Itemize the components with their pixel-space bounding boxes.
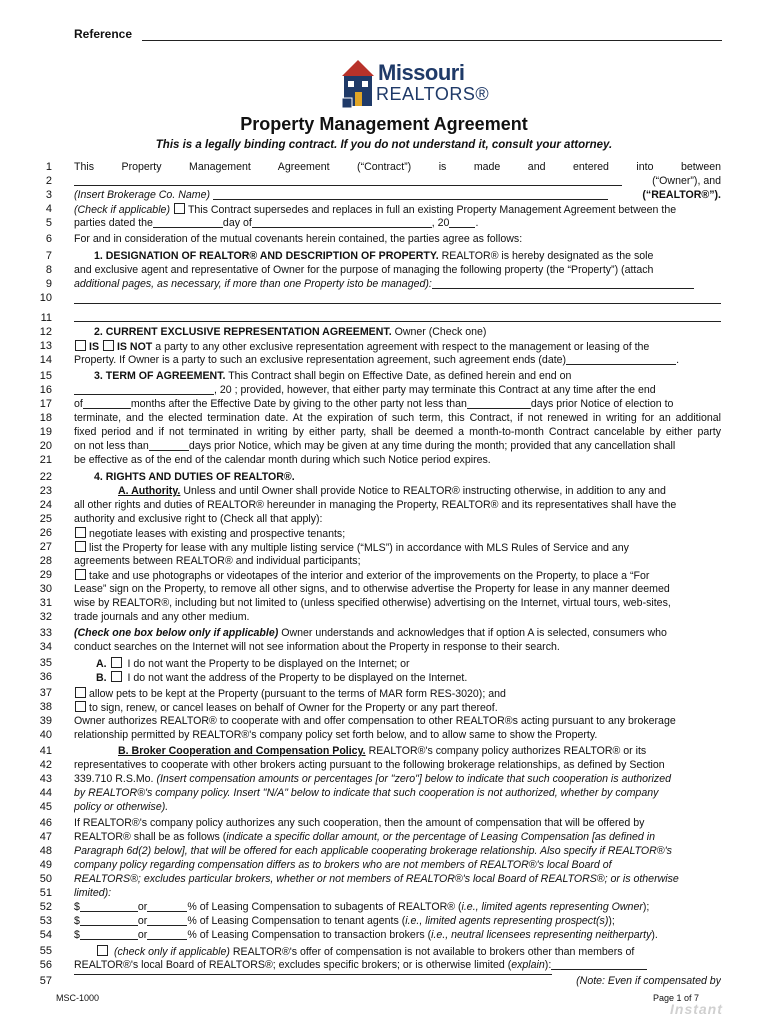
line-number: 53	[39, 915, 52, 927]
negotiate-leases-checkbox[interactable]	[75, 527, 86, 538]
line-number: 41	[39, 745, 52, 757]
reference-label: Reference	[74, 27, 133, 41]
line-42: representatives to cooperate with other brokers acting pursuant to the following brokerage relationships, as defined by Section	[74, 759, 665, 771]
line-number: 1	[45, 161, 52, 173]
line-46: If REALTOR®'s company policy authorizes any such cooperation, then the amount of compensation that will be offered by	[74, 817, 645, 829]
line-number: 49	[39, 859, 52, 871]
line-number: 40	[39, 729, 52, 741]
line-number: 10	[39, 292, 52, 304]
line-number: 57	[39, 975, 52, 987]
line-41: B. Broker Cooperation and Compensation Policy. REALTOR®'s company policy authorizes REALTOR® or its	[118, 745, 647, 757]
line-54: $ or % of Leasing Compensation to transaction brokers (i.e., neutral licensees representing neitherparty).	[74, 929, 658, 941]
line-number: 35	[39, 657, 52, 669]
line-14: Property. If Owner is a party to such an exclusive representation agreement, such agreement ends (date) .	[74, 354, 680, 366]
line-16: , 20 ; provided, however, that either party may terminate this Contract at any time after the end	[74, 384, 721, 396]
line-number: 51	[39, 887, 52, 899]
line-number: 38	[39, 701, 52, 713]
line-29: take and use photographs or videotapes of the interior and exterior of the improvements on the Property, to place a “For	[74, 569, 721, 582]
cancel-notice-days-field[interactable]	[149, 440, 189, 451]
line-number: 46	[39, 817, 52, 829]
line-33: (Check one box below only if applicable) Owner understands and acknowledges that if option A is selected, consumers who	[74, 627, 667, 639]
line-57-field[interactable]	[74, 974, 552, 975]
line-45: policy or otherwise).	[74, 801, 169, 813]
line-26: negotiate leases with existing and prospective tenants;	[74, 527, 721, 540]
notice-days-field[interactable]	[467, 398, 531, 409]
subagent-percent-field[interactable]	[147, 901, 187, 912]
line-number: 12	[39, 326, 52, 338]
dated-day-field[interactable]	[153, 217, 223, 228]
line-36: B. I do not want the address of the Property to be displayed on the Internet.	[96, 672, 468, 684]
line-56: REALTOR®'s local Board of REALTORS®; excludes specific brokers; or is otherwise limited (explain):	[74, 959, 721, 971]
logo-realtors: REALTORS®	[376, 84, 490, 104]
line-number: 15	[39, 370, 52, 382]
line-number: 56	[39, 959, 52, 971]
line-49: company policy regarding compensation differs as to brokers who are not members of REALTOR®'s local Board of	[74, 859, 612, 871]
line-24: all other rights and duties of REALTOR® hereunder in managing the Property, REALTOR® and its representatives shall have the	[74, 499, 677, 511]
line-52: $ or % of Leasing Compensation to subagents of REALTOR® (i.e., limited agents representing Owner);	[74, 901, 650, 913]
option-a-checkbox[interactable]	[111, 657, 122, 668]
offer-limited-checkbox[interactable]	[97, 945, 108, 956]
line-number: 45	[39, 801, 52, 813]
line-number: 4	[45, 203, 52, 215]
agreement-end-date-field[interactable]	[566, 354, 676, 365]
line-12: 2. CURRENT EXCLUSIVE REPRESENTATION AGREEMENT. Owner (Check one)	[94, 326, 487, 338]
reference-field[interactable]	[142, 40, 722, 41]
property-line-11[interactable]	[74, 321, 721, 322]
line-number: 28	[39, 555, 52, 567]
line-number: 8	[45, 264, 52, 276]
line-number: 29	[39, 569, 52, 581]
line-number: 19	[39, 426, 52, 438]
option-b-checkbox[interactable]	[111, 671, 122, 682]
line-31: wise by REALTOR®, including but not limited to (unless specified otherwise) advertising on the Internet, virtual tours, web-sites,	[74, 597, 671, 609]
list-mls-checkbox[interactable]	[75, 541, 86, 552]
watermark-logo: Instant	[670, 1001, 723, 1017]
line-number: 11	[40, 312, 52, 324]
line-number: 55	[39, 945, 52, 957]
months-field[interactable]	[83, 398, 131, 409]
line-number: 14	[39, 354, 52, 366]
owner-name-field[interactable]	[74, 175, 622, 186]
photographs-checkbox[interactable]	[75, 569, 86, 580]
line-number: 42	[39, 759, 52, 771]
tenant-agent-percent-field[interactable]	[147, 915, 187, 926]
line-number: 36	[39, 671, 52, 683]
line-1: This Property Management Agreement (“Contract”) is made and entered into between	[74, 161, 721, 173]
dated-year-field[interactable]	[449, 217, 475, 228]
line-number: 2	[45, 175, 52, 187]
line-number: 39	[39, 715, 52, 727]
missouri-realtors-logo	[338, 54, 498, 112]
page-subtitle: This is a legally binding contract. If you do not understand it, consult your attorney.	[155, 139, 613, 151]
line-number: 9	[45, 278, 52, 290]
line-38: to sign, renew, or cancel leases on behalf of Owner for the Property or any part thereof.	[74, 701, 721, 714]
line-18: terminate, and the elected termination date. At the expiration of such term, this Contract, if not renewed in writing for an additional	[74, 412, 721, 424]
line-number: 7	[45, 250, 52, 262]
line-39: Owner authorizes REALTOR® to cooperate with and offer compensation to other REALTOR®s acting pursuant to any brokerage	[74, 715, 676, 727]
line-23: A. Authority. Unless and until Owner shall provide Notice to REALTOR® instructing otherwise, in addition to any and	[118, 485, 666, 497]
line-22: 4. RIGHTS AND DUTIES OF REALTOR®.	[94, 471, 295, 483]
line-37: allow pets to be kept at the Property (pursuant to the terms of MAR form RES-3020); and	[74, 687, 721, 700]
line-30: Lease” sign on the Property, to remove all other signs, and to otherwise advertise the Property for lease in any manner deemed	[74, 583, 670, 595]
line-number: 16	[39, 384, 52, 396]
line-35: A. I do not want the Property to be displayed on the Internet; or	[96, 658, 410, 670]
line-number: 48	[39, 845, 52, 857]
line-50: REALTORS®; excludes particular brokers, whether or not members of REALTOR®'s local Board of REALTORS®; or is otherwise	[74, 873, 679, 885]
brokerage-name-field[interactable]	[213, 189, 608, 200]
line-6: For and in consideration of the mutual covenants herein contained, the parties agree as follows:	[74, 233, 523, 245]
sign-leases-checkbox[interactable]	[75, 701, 86, 712]
line-55: (check only if applicable) REALTOR®'s offer of compensation is not available to brokers other than members of	[74, 945, 721, 958]
line-21: be effective as of the end of the calendar month during which such Notice period expires.	[74, 454, 491, 466]
line-number: 25	[39, 513, 52, 525]
line-51: limited):	[74, 887, 112, 899]
line-number: 37	[39, 687, 52, 699]
page-title: Property Management Agreement	[240, 114, 528, 134]
property-description-field[interactable]	[432, 278, 694, 289]
line-4: (Check if applicable) This Contract supersedes and replaces in full an existing Property Management Agreement between the	[74, 204, 677, 216]
line-number: 52	[39, 901, 52, 913]
line-number: 18	[39, 412, 52, 424]
line-number: 34	[39, 641, 52, 653]
line-number: 50	[39, 873, 52, 885]
transaction-broker-dollar-field[interactable]	[80, 929, 138, 940]
line-number: 22	[39, 471, 52, 483]
line-number: 20	[39, 440, 52, 452]
line-number: 43	[39, 773, 52, 785]
line-34: conduct searches on the Internet will not see information about the Property in response to their search.	[74, 641, 560, 653]
property-line-10[interactable]	[74, 303, 721, 304]
line-number: 54	[39, 929, 52, 941]
is-not-party-checkbox[interactable]	[103, 340, 114, 351]
end-date-field[interactable]	[74, 384, 214, 395]
line-7: 1. DESIGNATION OF REALTOR® AND DESCRIPTION OF PROPERTY. REALTOR® is hereby designated as the sole	[94, 250, 654, 262]
line-48: Paragraph 6d(2) below], that will be offered for each applicable cooperating brokerage relationship. Also specify if REALTOR®'s	[74, 845, 672, 857]
line-2: (“Owner”), and	[74, 175, 721, 187]
line-27: list the Property for lease with any multiple listing service (“MLS”) in accordance with MLS Rules of Service and any	[74, 541, 721, 554]
logo-missouri: Missouri	[378, 60, 465, 85]
line-number: 24	[39, 499, 52, 511]
line-53: $ or % of Leasing Compensation to tenant agents (i.e., limited agents representing prospect(s));	[74, 915, 615, 927]
line-number: 5	[45, 217, 52, 229]
line-9: additional pages, as necessary, if more than one Property isto be managed):	[74, 278, 721, 290]
dated-month-field[interactable]	[252, 217, 432, 228]
line-number: 3	[45, 189, 52, 201]
line-44: by REALTOR®'s company policy. Insert "N/A" below to indicate that such cooperation is not authorized, whether by company	[74, 787, 659, 799]
form-code: MSC-1000	[56, 993, 100, 1003]
line-13: IS IS NOT a party to any other exclusive representation agreement with respect to the management or leasing of the	[74, 340, 721, 353]
line-15: 3. TERM OF AGREEMENT. This Contract shall begin on Effective Date, as defined herein and end on	[94, 370, 572, 382]
line-number: 23	[39, 485, 52, 497]
line-20: on not less than days prior Notice, which may be given at any time during the month; provided that any cancellation shall	[74, 440, 676, 452]
line-8: and exclusive agent and representative of Owner for the purpose of managing the following property (the “Property”) (attach	[74, 264, 654, 276]
line-number: 21	[39, 454, 52, 466]
subagent-dollar-field[interactable]	[80, 901, 138, 912]
line-28: agreements between REALTOR® and individual participants;	[74, 555, 361, 567]
line-17: of months after the Effective Date by giving to the other party not less than days prior Notice of election to	[74, 398, 674, 410]
line-number: 17	[39, 398, 52, 410]
transaction-broker-percent-field[interactable]	[147, 929, 187, 940]
line-57-note: (Note: Even if compensated by	[576, 975, 721, 987]
supersedes-checkbox[interactable]	[174, 203, 185, 214]
line-number: 27	[39, 541, 52, 553]
line-number: 47	[39, 831, 52, 843]
line-number: 31	[39, 597, 52, 609]
allow-pets-checkbox[interactable]	[75, 687, 86, 698]
line-number: 30	[39, 583, 52, 595]
line-43: 339.710 R.S.Mo. (Insert compensation amounts or percentages [or "zero"] below to indicate that such cooperation is authorized	[74, 773, 671, 785]
line-25: authority and exclusive right to (Check all that apply):	[74, 513, 323, 525]
page-number: Page 1 of 7	[653, 993, 700, 1003]
line-5: parties dated the day of , 20 .	[74, 217, 479, 229]
line-47: REALTOR® shall be as follows (indicate a specific dollar amount, or the percentage of Leasing Compensation [as defined in	[74, 831, 655, 843]
line-19: fixed period and if not terminated in writing by either party, shall be deemed a month-to-month Contract cancelable by either party	[74, 426, 721, 438]
house-icon	[338, 54, 378, 110]
line-40: relationship permitted by REALTOR®'s company policy set forth below, and to allow same to show the Property.	[74, 729, 598, 741]
explain-field[interactable]	[551, 959, 647, 970]
is-party-checkbox[interactable]	[75, 340, 86, 351]
line-number: 13	[39, 340, 52, 352]
line-3: (Insert Brokerage Co. Name) (“REALTOR®”).	[74, 189, 721, 201]
line-32: trade journals and any other medium.	[74, 611, 250, 623]
line-number: 6	[45, 233, 52, 245]
tenant-agent-dollar-field[interactable]	[80, 915, 138, 926]
line-number: 33	[39, 627, 52, 639]
line-number: 44	[39, 787, 52, 799]
line-number: 32	[39, 611, 52, 623]
line-number: 26	[39, 527, 52, 539]
